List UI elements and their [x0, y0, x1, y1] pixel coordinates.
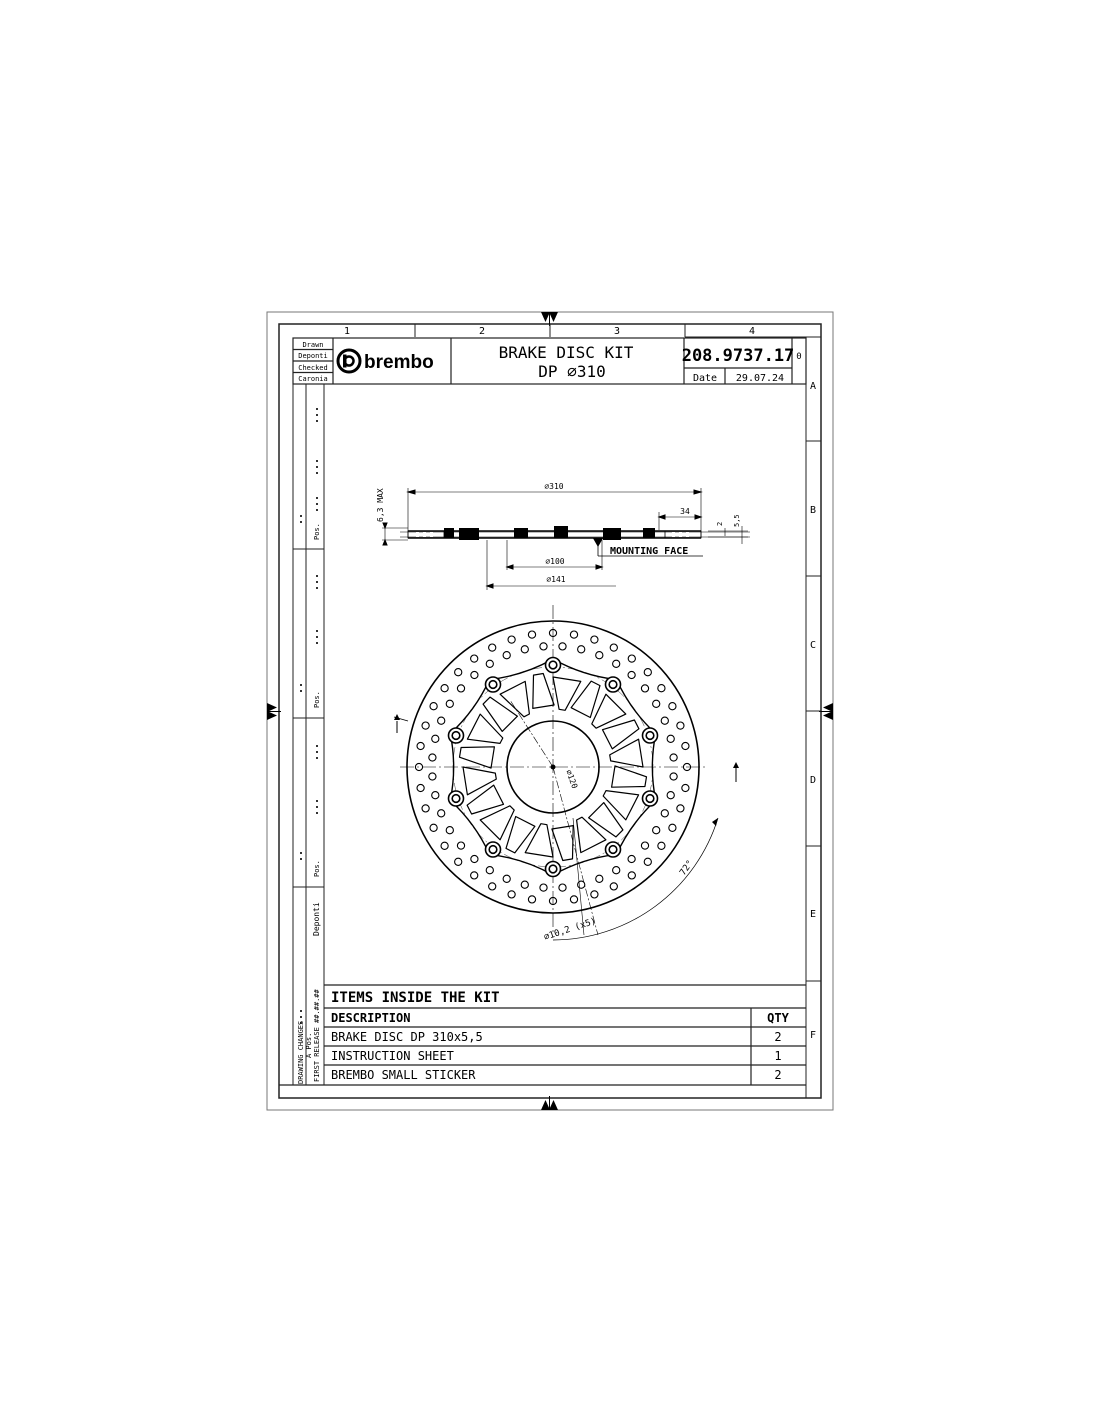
brembo-logo-text: brembo: [364, 352, 434, 373]
vent-hole: [628, 872, 635, 879]
vent-hole: [422, 722, 429, 729]
spoke-cutout: [480, 806, 514, 840]
revision-index: 0: [796, 352, 802, 362]
vent-hole: [471, 671, 478, 678]
vent-hole: [596, 875, 603, 882]
dim-angle-72: 72°: [678, 858, 696, 878]
title-role-caronia: Caronia: [298, 375, 328, 383]
radius-line: [510, 700, 553, 767]
dim-max-thickness: 6,3 MAX: [376, 488, 385, 522]
vent-hole: [521, 881, 528, 888]
vent-hole: [471, 855, 478, 862]
spoke-cutout: [610, 739, 643, 767]
section-marker-left-icon: [394, 714, 408, 733]
bushing-inner: [549, 661, 557, 669]
row-zones: [806, 384, 821, 1098]
vent-hole: [641, 842, 648, 849]
vent-hole: [508, 636, 515, 643]
dim-hole-diameter: ∅10,2 (x5): [542, 916, 598, 943]
vent-hole: [628, 855, 635, 862]
dim-2: 2: [716, 521, 724, 526]
brembo-logo-icon: [338, 350, 360, 372]
vent-hole: [489, 644, 496, 651]
vent-hole: [422, 805, 429, 812]
vent-hole: [658, 685, 665, 692]
vent-hole: [429, 773, 436, 780]
spoke-cutout: [577, 817, 606, 852]
spoke-cutout: [592, 694, 626, 728]
dim-34: 34: [680, 507, 690, 516]
vent-hole: [438, 717, 445, 724]
vent-hole: [446, 700, 453, 707]
part-number: 208.9737.17: [681, 346, 795, 366]
item-row-1-qty: 2: [774, 1030, 782, 1044]
column-label-3: 3: [613, 326, 621, 337]
vent-hole: [471, 655, 478, 662]
column-header-description: DESCRIPTION: [331, 1011, 411, 1025]
spoke-cutout: [467, 714, 502, 743]
vent-hole: [667, 792, 674, 799]
drawing-title-line1: BRAKE DISC KIT: [498, 343, 634, 362]
vent-hole: [489, 883, 496, 890]
spoke-cutout: [463, 767, 496, 795]
column-label-2: 2: [478, 326, 486, 337]
bushing-inner: [609, 846, 617, 854]
vent-hole: [644, 669, 651, 676]
vent-hole: [570, 631, 577, 638]
vent-hole: [613, 660, 620, 667]
pos-label-3: Pos.: [313, 860, 321, 877]
vent-hole: [570, 896, 577, 903]
bushing-inner: [452, 732, 460, 740]
vent-hole: [528, 896, 535, 903]
items-table-title: ITEMS INSIDE THE KIT: [331, 990, 500, 1006]
vent-hole: [417, 784, 424, 791]
row-label-c: C: [809, 640, 817, 651]
vent-hole: [591, 891, 598, 898]
title-role-deponti: Deponti: [298, 352, 328, 360]
vent-hole: [559, 643, 566, 650]
vent-hole: [503, 652, 510, 659]
first-release-note: FIRST RELEASE ##.##.##: [313, 989, 321, 1082]
row-label-b: B: [809, 505, 817, 516]
spoke-cutout: [525, 824, 553, 857]
item-row-2-qty: 1: [774, 1049, 782, 1063]
vent-hole: [682, 742, 689, 749]
spoke-cutout: [553, 677, 581, 710]
vent-hole: [670, 754, 677, 761]
column-label-4: 4: [748, 326, 756, 337]
vent-hole: [486, 660, 493, 667]
dim-diameter-310: ∅310: [544, 482, 564, 491]
bushing-inner: [452, 795, 460, 803]
mounting-face-label: MOUNTING FACE: [610, 546, 689, 557]
deponti-signature: Deponti: [312, 902, 321, 936]
vent-hole: [471, 872, 478, 879]
vent-hole: [486, 867, 493, 874]
drawing-changes-label: DRAWING CHANGES: [297, 1020, 305, 1084]
vent-hole: [521, 646, 528, 653]
spoke-cutout: [467, 785, 503, 814]
spoke-cutout: [589, 803, 623, 837]
vent-hole: [455, 669, 462, 676]
vent-hole: [457, 842, 464, 849]
vent-hole: [417, 742, 424, 749]
pos-a-label: A Pos.: [305, 1032, 313, 1058]
bushing-inner: [646, 795, 654, 803]
column-header-qty: QTY: [767, 1011, 789, 1025]
spoke-cutout: [460, 747, 495, 768]
bushing-inner: [489, 681, 497, 689]
vent-hole: [610, 644, 617, 651]
spoke-cutout: [603, 720, 639, 749]
row-label-d: D: [809, 775, 817, 786]
vent-hole: [628, 655, 635, 662]
dim-diameter-100: ∅100: [545, 557, 565, 566]
spoke-cutout: [571, 681, 600, 717]
vent-hole: [528, 631, 535, 638]
spoke-cutout: [500, 681, 529, 716]
vent-hole: [457, 685, 464, 692]
vent-hole: [653, 827, 660, 834]
vent-hole: [613, 867, 620, 874]
vent-hole: [441, 842, 448, 849]
vent-hole: [677, 805, 684, 812]
revision-strip-lines: [293, 384, 324, 1085]
pos-label-1: Pos.: [313, 523, 321, 540]
vent-hole: [446, 827, 453, 834]
item-row-1-description: BRAKE DISC DP 310x5,5: [331, 1030, 483, 1044]
row-label-f: F: [809, 1030, 817, 1041]
vent-hole: [591, 636, 598, 643]
bushing-inner: [646, 732, 654, 740]
vent-hole: [438, 810, 445, 817]
vent-hole: [508, 891, 515, 898]
dim-diameter-141: ∅141: [546, 575, 566, 584]
vent-hole: [669, 824, 676, 831]
vent-hole: [610, 883, 617, 890]
vent-hole: [677, 722, 684, 729]
section-marker-right-icon: [733, 762, 739, 782]
column-label-1: 1: [343, 326, 351, 337]
vent-hole: [430, 703, 437, 710]
bushing-inner: [549, 865, 557, 873]
row-label-e: E: [809, 909, 817, 920]
vent-hole: [503, 875, 510, 882]
vent-hole: [578, 646, 585, 653]
spoke-cutout: [533, 674, 554, 709]
dim-diameter-120: ∅120: [564, 768, 580, 790]
vent-hole: [596, 652, 603, 659]
vent-hole: [540, 884, 547, 891]
vent-hole: [658, 842, 665, 849]
side-view: [382, 488, 750, 590]
vent-hole: [669, 703, 676, 710]
vent-hole: [430, 824, 437, 831]
vent-hole: [682, 784, 689, 791]
drawing-title-line2: DP ∅310: [538, 362, 606, 381]
item-row-3-qty: 2: [774, 1068, 782, 1082]
date-label: Date: [692, 373, 718, 384]
vent-hole: [540, 643, 547, 650]
vent-hole: [429, 754, 436, 761]
vent-hole: [644, 858, 651, 865]
vent-hole: [641, 685, 648, 692]
date-value: 29.07.24: [735, 373, 785, 384]
vent-hole: [670, 773, 677, 780]
vent-hole: [667, 735, 674, 742]
bushing-inner: [609, 681, 617, 689]
title-role-drawn: Drawn: [302, 341, 324, 349]
vent-hole: [559, 884, 566, 891]
vent-hole: [455, 858, 462, 865]
item-row-2-description: INSTRUCTION SHEET: [331, 1049, 454, 1063]
spoke-cutout: [612, 766, 647, 787]
vent-hole: [661, 717, 668, 724]
inner-frame: [279, 324, 821, 1098]
vent-hole: [432, 735, 439, 742]
spoke-cutout: [603, 791, 638, 820]
spoke-cutout: [483, 697, 517, 731]
spoke-cutout: [506, 817, 535, 853]
vent-hole: [653, 700, 660, 707]
vent-hole: [441, 685, 448, 692]
pos-label-2: Pos.: [313, 691, 321, 708]
vent-hole: [628, 671, 635, 678]
vent-hole: [661, 810, 668, 817]
dim-5-5: 5,5: [733, 514, 741, 527]
bushing-inner: [489, 846, 497, 854]
item-row-3-description: BREMBO SMALL STICKER: [331, 1068, 476, 1082]
title-role-checked: Checked: [298, 364, 328, 372]
row-label-a: A: [809, 381, 817, 392]
vent-hole: [432, 792, 439, 799]
